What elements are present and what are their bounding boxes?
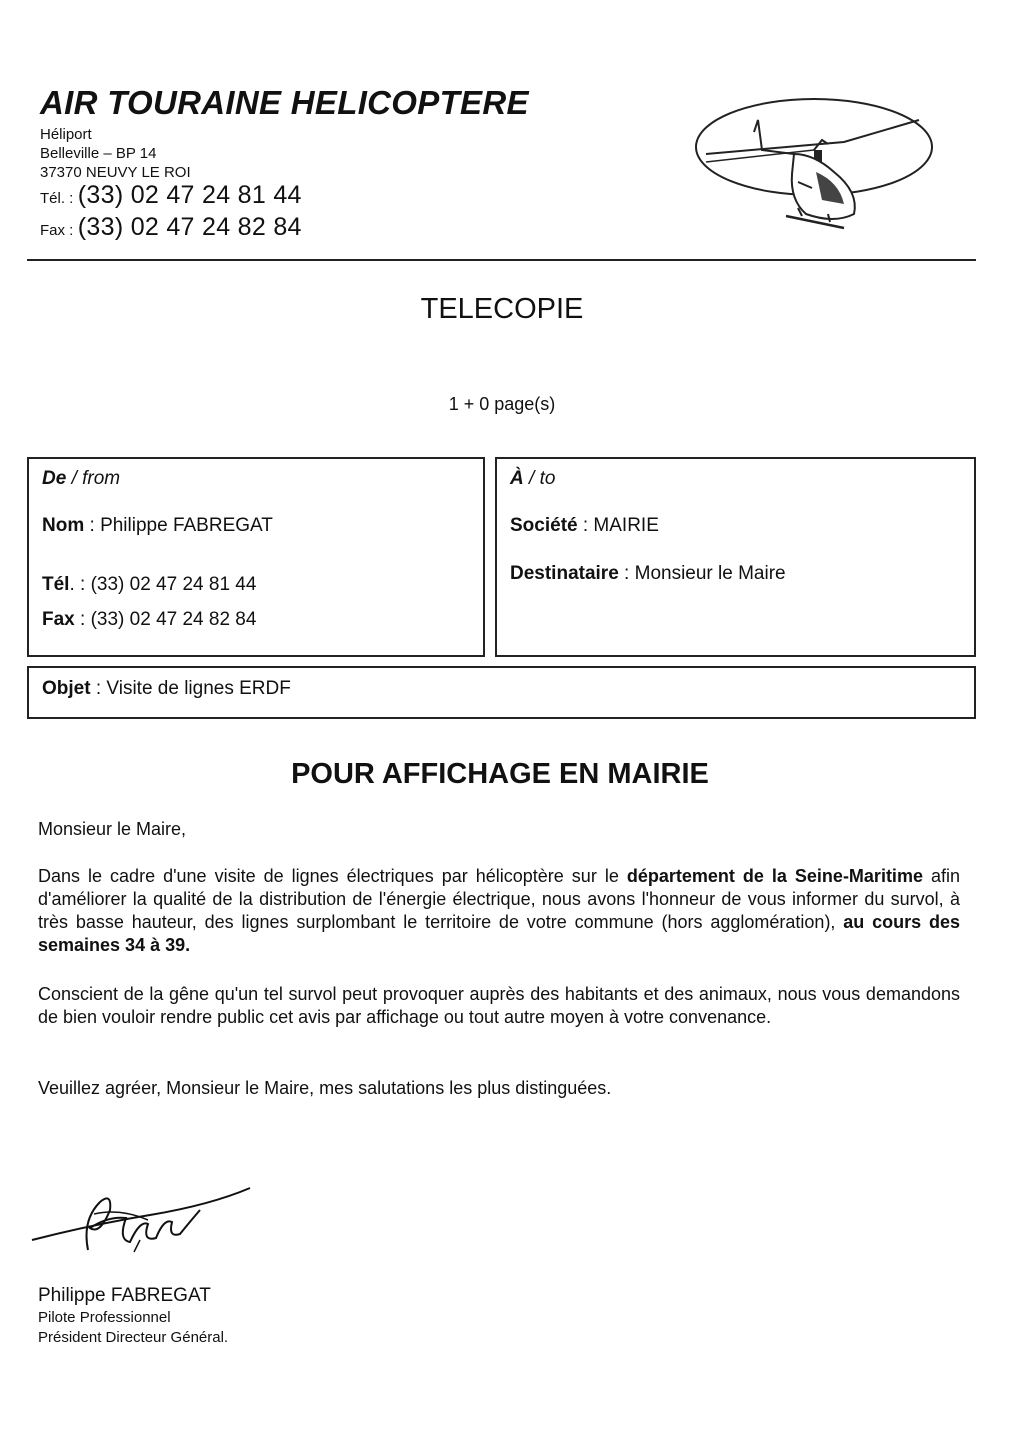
sender-header-rest: / from bbox=[66, 468, 121, 489]
recipient-name-value: : Monsieur le Maire bbox=[618, 563, 786, 584]
subject-label: Objet bbox=[42, 678, 91, 699]
paragraph-1-bold-b: au cours des semaines 34 à 39. bbox=[38, 912, 960, 955]
sender-name-value: : Philippe FABREGAT bbox=[84, 515, 273, 536]
recipient-name bbox=[510, 563, 786, 585]
company-name: AIR TOURAINE HELICOPTERE bbox=[40, 84, 529, 121]
paragraph-1-text-b: afin d'améliorer la qualité de la distribution de l'énergie électrique, nous avons l'honneur de vous informer du survol, à très basse hauteur, des lignes surplombant le territoire de votre commune (hors agglomération), bbox=[38, 866, 960, 932]
paragraph-2: Conscient de la gêne qu'un tel survol peut provoquer auprès des habitants et des animaux, nous vous demandons de bien vouloir rendre public cet avis par affichage ou tout autre moyen à votre convenance. bbox=[38, 984, 960, 1027]
header-divider bbox=[27, 259, 976, 261]
sender-fax-value: : (33) 02 47 24 82 84 bbox=[74, 609, 257, 630]
paragraph-1 bbox=[38, 865, 960, 957]
sender-header-bold: De bbox=[42, 468, 67, 489]
sender-name bbox=[42, 515, 273, 537]
page-count: 1 + 0 page(s) bbox=[448, 394, 556, 414]
subject-value: : Visite de lignes ERDF bbox=[90, 678, 291, 699]
sender-fax bbox=[42, 609, 256, 631]
sender-box bbox=[27, 457, 485, 657]
handwritten-signature bbox=[30, 1180, 260, 1260]
sender-header bbox=[42, 468, 120, 490]
recipient-company-value: : MAIRIE bbox=[577, 515, 659, 536]
phone-label: Tél. : bbox=[40, 190, 74, 207]
sender-name-label: Nom bbox=[42, 515, 85, 536]
paragraph-1-text-a: Dans le cadre d'une visite de lignes électriques par hélicoptère sur le bbox=[38, 866, 627, 886]
subject-box bbox=[27, 666, 976, 719]
sender-phone-value: . : (33) 02 47 24 81 44 bbox=[69, 574, 257, 595]
paragraph-3: Veuillez agréer, Monsieur le Maire, mes salutations les plus distinguées. bbox=[38, 1078, 612, 1098]
paragraph-1-bold-a: département de la Seine-Maritime bbox=[626, 866, 923, 886]
signer-name: Philippe FABREGAT bbox=[38, 1285, 211, 1306]
signer-title-1: Pilote Professionnel bbox=[38, 1309, 171, 1326]
helicopter-logo-icon bbox=[694, 92, 934, 242]
notice-heading: POUR AFFICHAGE EN MAIRIE bbox=[291, 758, 709, 790]
subject-line bbox=[42, 678, 291, 700]
salutation: Monsieur le Maire, bbox=[38, 819, 187, 839]
header-fax bbox=[40, 213, 302, 242]
address-line-2: Belleville – BP 14 bbox=[40, 145, 157, 162]
doc-title: TELECOPIE bbox=[420, 293, 584, 325]
recipient-name-label: Destinataire bbox=[510, 563, 619, 584]
sender-phone-label: Tél bbox=[42, 574, 70, 595]
recipient-header-bold: À bbox=[510, 468, 524, 489]
signer-title-2: Président Directeur Général. bbox=[38, 1329, 229, 1346]
header-phone bbox=[40, 181, 302, 210]
sender-phone bbox=[42, 574, 256, 596]
recipient-company bbox=[510, 515, 659, 537]
recipient-header bbox=[510, 468, 555, 490]
recipient-company-label: Société bbox=[510, 515, 578, 536]
recipient-header-rest: / to bbox=[523, 468, 556, 489]
address-line-3: 37370 NEUVY LE ROI bbox=[40, 164, 191, 181]
fax-number: (33) 02 47 24 82 84 bbox=[77, 213, 302, 241]
phone-number: (33) 02 47 24 81 44 bbox=[77, 181, 302, 209]
fax-label: Fax : bbox=[40, 222, 74, 239]
address-line-1: Héliport bbox=[40, 126, 92, 143]
recipient-box bbox=[495, 457, 976, 657]
sender-fax-label: Fax bbox=[42, 609, 75, 630]
